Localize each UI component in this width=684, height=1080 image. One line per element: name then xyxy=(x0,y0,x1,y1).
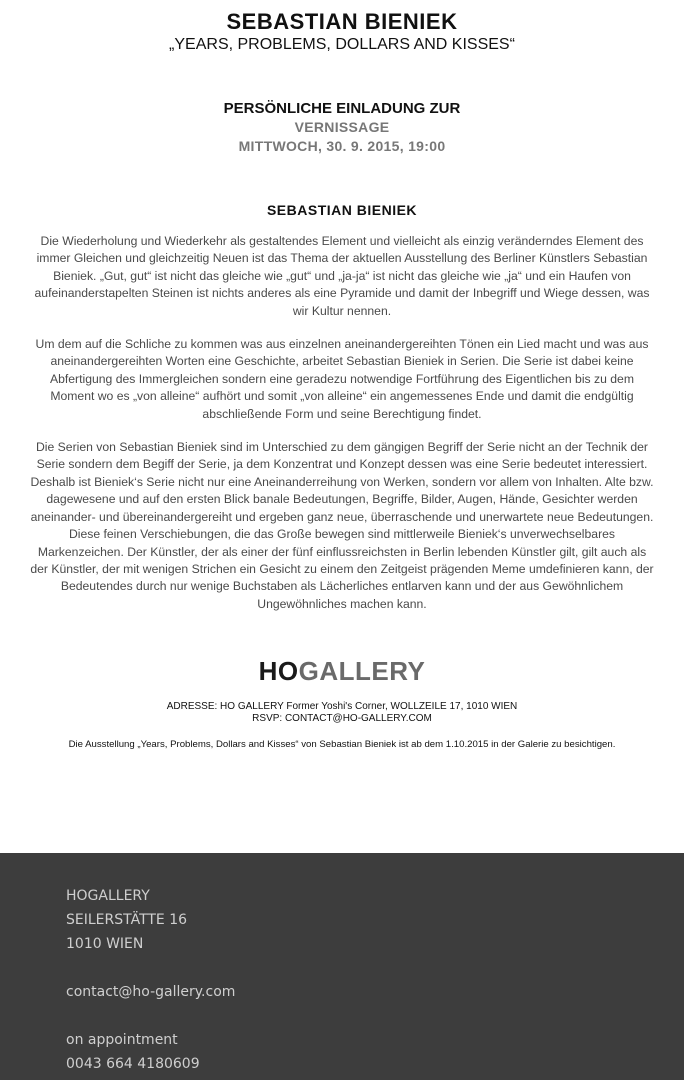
invite-line: PERSÖNLICHE EINLADUNG ZUR xyxy=(223,100,461,117)
paragraph: Die Wiederholung und Wiederkehr als gestaltendes Element und vielleicht als einzig veränderndes Element des immer Gleichen und gleichzeitig Neuen ist das Thema der aktuellen Ausstellung des Berliner Künstlers Sebastian Bieniek. „Gut, gut“ ist nicht das gleiche wie „gut“ und „ja-ja“ ist nicht das gleiche wie „ja“ und ein Haufen von aufeinanderstapelten Steinen ist nichts anderes als eine Pyramide und damit der Inbegriff und Wiege dessen, was wir Kultur nennen. xyxy=(34,234,650,318)
footer-city: 1010 WIEN xyxy=(66,936,144,952)
exhibition-title: „YEARS, PROBLEMS, DOLLARS AND KISSES“ xyxy=(169,36,515,53)
paragraph: Die Serien von Sebastian Bieniek sind im Unterschied zu dem gängigen Begriff der Serie nicht an der Technik der Serie sondern dem Begiff der Serie, ja dem Konzentrat und Konzept dessen was eine Serie bedeutet interessiert. Deshalb ist Bieniek‘s Serie nicht nur eine Aneinanderreihung von Werken, sondern vor allem von Inhalten. Alte bzw. dagewesene und auf den ersten Blick banale Bedeutungen, Begriffe, Bilder, Augen, Hände, Gesichter werden aneinander- und übereinandergereiht und ergeben ganz neue, überraschende und unerwartete neue Bedeutungen. Diese feinen Verschiebungen, die das Große bewegen sind mittlerweile Bieniek‘s unverwechselbares Markenzeichen. Der Künstler, der als einer der fünf einflussreichsten in Berlin lebenden Künstler gilt, gilt auch als der Künstler, der mit wenigen Strichen ein Gesicht zu einem den Zeitgeist prägenden Meme umdefinieren kann, der Bedeutendes durch nur wenige Buchstaben als Lächerliches entlarven kann und der aus Gewöhnlichem Ungewöhnliches machen kann. xyxy=(30,440,654,611)
address-line: ADRESSE: HO GALLERY Former Yoshi's Corner, WOLLZEILE 17, 1010 WIEN xyxy=(166,701,518,712)
footer-gallery-name: HOGALLERY xyxy=(66,888,150,904)
vernissage-label: VERNISSAGE xyxy=(294,119,390,135)
exhibition-text xyxy=(30,233,654,629)
artist-heading: SEBASTIAN BIENIEK xyxy=(266,202,418,218)
invitation-details xyxy=(0,99,684,156)
site-footer xyxy=(0,853,684,1080)
footer-email-link[interactable]: contact@ho-gallery.com xyxy=(66,984,236,1000)
footer-hours: on appointment xyxy=(66,1032,178,1048)
gallery-logo xyxy=(0,656,684,686)
logo-gallery: GALLERY xyxy=(298,656,426,686)
rsvp-line: RSVP: CONTACT@HO-GALLERY.COM xyxy=(252,713,432,724)
paragraph: Um dem auf die Schliche zu kommen was aus einzelnen aneinandergereihten Tönen ein Lied macht und was aus aneinandergereihten Worten eine Geschichte, arbeitet Sebastian Bieniek in Serien. Die Serie ist dabei keine Abfertigung des Immergleichen sondern eine geradezu notwendige Fortführung des Eigentlichen bis zu dem Moment wo es „von alleine“ aufhört und somit „von alleine“ ein angemessenes Ende und damit die endgültig abschließende Form und seine Berechtigung findet. xyxy=(35,337,649,421)
artist-title: SEBASTIAN BIENIEK xyxy=(226,9,458,34)
footer-phone: 0043 664 4180609 xyxy=(66,1056,200,1072)
event-date: MITTWOCH, 30. 9. 2015, 19:00 xyxy=(238,138,446,154)
address-block xyxy=(0,701,684,725)
footer-street: SEILERSTÄTTE 16 xyxy=(66,912,188,928)
logo-ho: HO xyxy=(258,656,299,686)
exhibition-note: Die Ausstellung „Years, Problems, Dollars and Kisses“ von Sebastian Bieniek ist ab dem 1.10.2015 in der Galerie zu besichtigen. xyxy=(68,739,616,750)
